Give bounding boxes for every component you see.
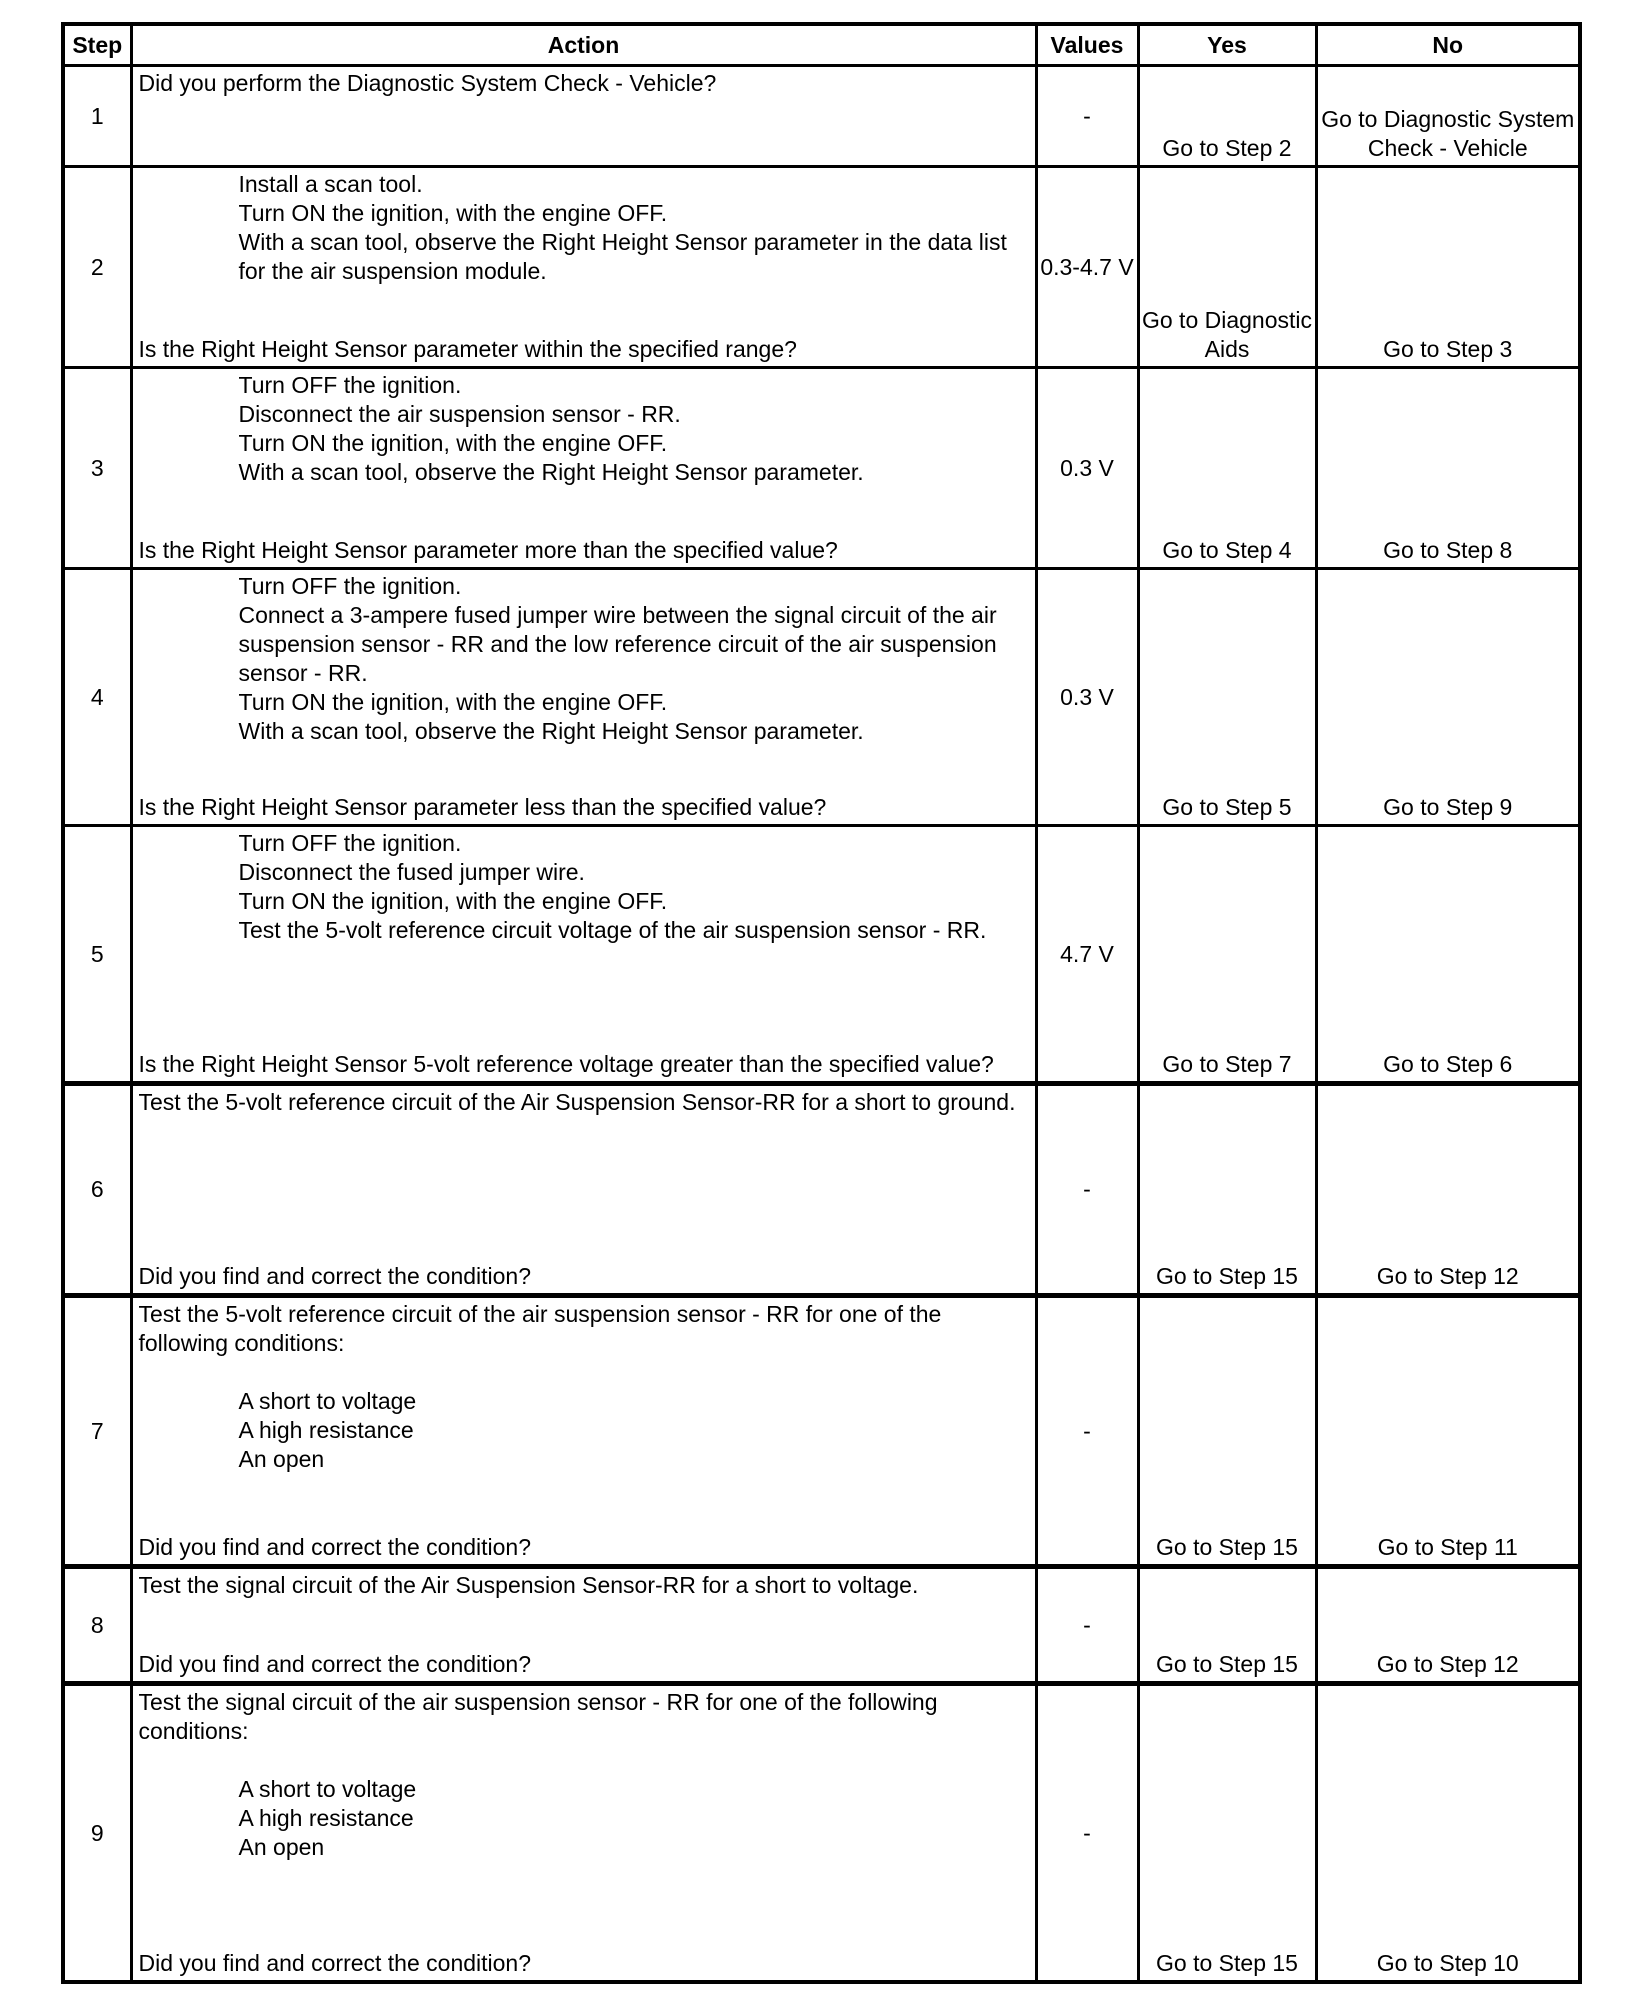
step-number: 5 [63, 826, 131, 1084]
action-item: With a scan tool, observe the Right Height Sensor parameter. [238, 459, 864, 485]
action-item: Turn ON the ignition, with the engine OFF. [238, 888, 668, 914]
action-item: An open [238, 1446, 325, 1472]
yes-cell: Go to Step 5 [1138, 569, 1316, 826]
action-cell [131, 1567, 1036, 1684]
action-item: Turn ON the ignition, with the engine OFF. [238, 430, 668, 456]
action-item: With a scan tool, observe the Right Height Sensor parameter in the data list for the air suspension module. [238, 229, 1007, 284]
yes-cell: Go to Step 15 [1138, 1567, 1316, 1684]
header-row [63, 24, 1580, 66]
action-content [139, 69, 1029, 163]
action-question: Is the Right Height Sensor parameter more than the specified value? [138, 537, 838, 563]
action-item: With a scan tool, observe the Right Height Sensor parameter. [238, 718, 864, 744]
value-cell: 0.3 V [1036, 569, 1138, 826]
table-row [63, 1684, 1580, 1983]
no-cell: Go to Step 9 [1316, 569, 1580, 826]
no-cell: Go to Step 8 [1316, 368, 1580, 569]
table-row [63, 1084, 1580, 1296]
yes-cell: Go to Step 4 [1138, 368, 1316, 569]
action-item-list [139, 1775, 1029, 1862]
action-instructions [139, 572, 1029, 746]
step-number: 6 [63, 1084, 131, 1296]
action-cell [131, 826, 1036, 1084]
no-cell: Go to Step 11 [1316, 1296, 1580, 1567]
action-instructions [139, 69, 1029, 98]
table-row [63, 66, 1580, 167]
action-intro: Test the signal circuit of the Air Suspension Sensor-RR for a short to voltage. [138, 1572, 919, 1598]
action-item-list [139, 170, 1029, 286]
action-item: Turn ON the ignition, with the engine OFF. [238, 689, 668, 715]
action-content [139, 1088, 1029, 1291]
action-item: A short to voltage [238, 1388, 417, 1414]
no-cell: Go to Step 12 [1316, 1567, 1580, 1684]
value-cell: - [1036, 1084, 1138, 1296]
action-cell [131, 1684, 1036, 1983]
yes-cell: Go to Step 15 [1138, 1296, 1316, 1567]
action-intro: Did you perform the Diagnostic System Check - Vehicle? [138, 70, 717, 96]
step-number: 3 [63, 368, 131, 569]
action-content [139, 1300, 1029, 1562]
action-content [139, 1688, 1029, 1978]
action-item: Connect a 3-ampere fused jumper wire between the signal circuit of the air suspension sensor - RR and the low reference circuit of the air suspension sensor - RR. [238, 602, 997, 686]
step-number: 7 [63, 1296, 131, 1567]
table-row [63, 826, 1580, 1084]
header-yes: Yes [1138, 24, 1316, 66]
header-no: No [1316, 24, 1580, 66]
table-row [63, 1567, 1580, 1684]
value-cell: 0.3 V [1036, 368, 1138, 569]
value-cell: 0.3-4.7 V [1036, 167, 1138, 368]
action-item: An open [238, 1834, 325, 1860]
action-item: Turn OFF the ignition. [238, 573, 462, 599]
value-cell: - [1036, 66, 1138, 167]
action-instructions [139, 829, 1029, 945]
action-cell [131, 569, 1036, 826]
yes-cell: Go to Diagnostic Aids [1138, 167, 1316, 368]
action-item: A short to voltage [238, 1776, 417, 1802]
action-intro: Test the signal circuit of the air suspension sensor - RR for one of the following conditions: [138, 1689, 938, 1744]
action-question: Is the Right Height Sensor 5-volt reference voltage greater than the specified value? [138, 1051, 994, 1077]
action-question: Did you find and correct the condition? [138, 1651, 532, 1677]
table-body [63, 66, 1580, 1983]
action-cell [131, 1084, 1036, 1296]
action-item: Install a scan tool. [238, 171, 423, 197]
action-item: Test the 5-volt reference circuit voltage of the air suspension sensor - RR. [238, 917, 987, 943]
no-cell: Go to Step 12 [1316, 1084, 1580, 1296]
no-cell: Go to Step 3 [1316, 167, 1580, 368]
step-number: 4 [63, 569, 131, 826]
action-instructions [139, 1300, 1029, 1474]
table-row [63, 368, 1580, 569]
diagnostic-table [61, 22, 1582, 1984]
no-cell: Go to Diagnostic System Check - Vehicle [1316, 66, 1580, 167]
table-row [63, 569, 1580, 826]
action-cell [131, 66, 1036, 167]
action-instructions [139, 1688, 1029, 1862]
action-cell [131, 167, 1036, 368]
step-number: 9 [63, 1684, 131, 1983]
action-intro: Test the 5-volt reference circuit of the air suspension sensor - RR for one of the following conditions: [138, 1301, 942, 1356]
action-item: Turn OFF the ignition. [238, 372, 462, 398]
action-item-list [139, 1387, 1029, 1474]
yes-cell: Go to Step 2 [1138, 66, 1316, 167]
action-item: Turn ON the ignition, with the engine OFF. [238, 200, 668, 226]
value-cell: 4.7 V [1036, 826, 1138, 1084]
no-cell: Go to Step 10 [1316, 1684, 1580, 1983]
action-instructions [139, 170, 1029, 286]
action-item: Turn OFF the ignition. [238, 830, 462, 856]
action-item: A high resistance [238, 1417, 414, 1443]
action-item-list [139, 572, 1029, 746]
action-instructions [139, 1571, 1029, 1600]
action-content [139, 1571, 1029, 1679]
action-instructions [139, 1088, 1029, 1117]
yes-cell: Go to Step 15 [1138, 1684, 1316, 1983]
header-values: Values [1036, 24, 1138, 66]
yes-cell: Go to Step 15 [1138, 1084, 1316, 1296]
action-item: Disconnect the fused jumper wire. [238, 859, 585, 885]
header-action: Action [131, 24, 1036, 66]
action-item: A high resistance [238, 1805, 414, 1831]
action-content [139, 572, 1029, 822]
table-row [63, 1296, 1580, 1567]
no-cell: Go to Step 6 [1316, 826, 1580, 1084]
action-question: Did you find and correct the condition? [138, 1263, 532, 1289]
action-question: Is the Right Height Sensor parameter within the specified range? [138, 336, 797, 362]
action-intro: Test the 5-volt reference circuit of the Air Suspension Sensor-RR for a short to ground. [138, 1089, 1016, 1115]
action-item-list [139, 371, 1029, 487]
action-content [139, 170, 1029, 364]
action-content [139, 829, 1029, 1079]
action-question: Did you find and correct the condition? [138, 1534, 532, 1560]
step-number: 2 [63, 167, 131, 368]
step-number: 1 [63, 66, 131, 167]
yes-cell: Go to Step 7 [1138, 826, 1316, 1084]
table-row [63, 167, 1580, 368]
value-cell: - [1036, 1296, 1138, 1567]
action-content [139, 371, 1029, 565]
step-number: 8 [63, 1567, 131, 1684]
action-question: Did you find and correct the condition? [138, 1950, 532, 1976]
header-step: Step [63, 24, 131, 66]
action-cell [131, 1296, 1036, 1567]
action-item-list [139, 829, 1029, 945]
action-cell [131, 368, 1036, 569]
action-item: Disconnect the air suspension sensor - RR. [238, 401, 681, 427]
value-cell: - [1036, 1567, 1138, 1684]
action-instructions [139, 371, 1029, 487]
value-cell: - [1036, 1684, 1138, 1983]
action-question: Is the Right Height Sensor parameter less than the specified value? [138, 794, 827, 820]
